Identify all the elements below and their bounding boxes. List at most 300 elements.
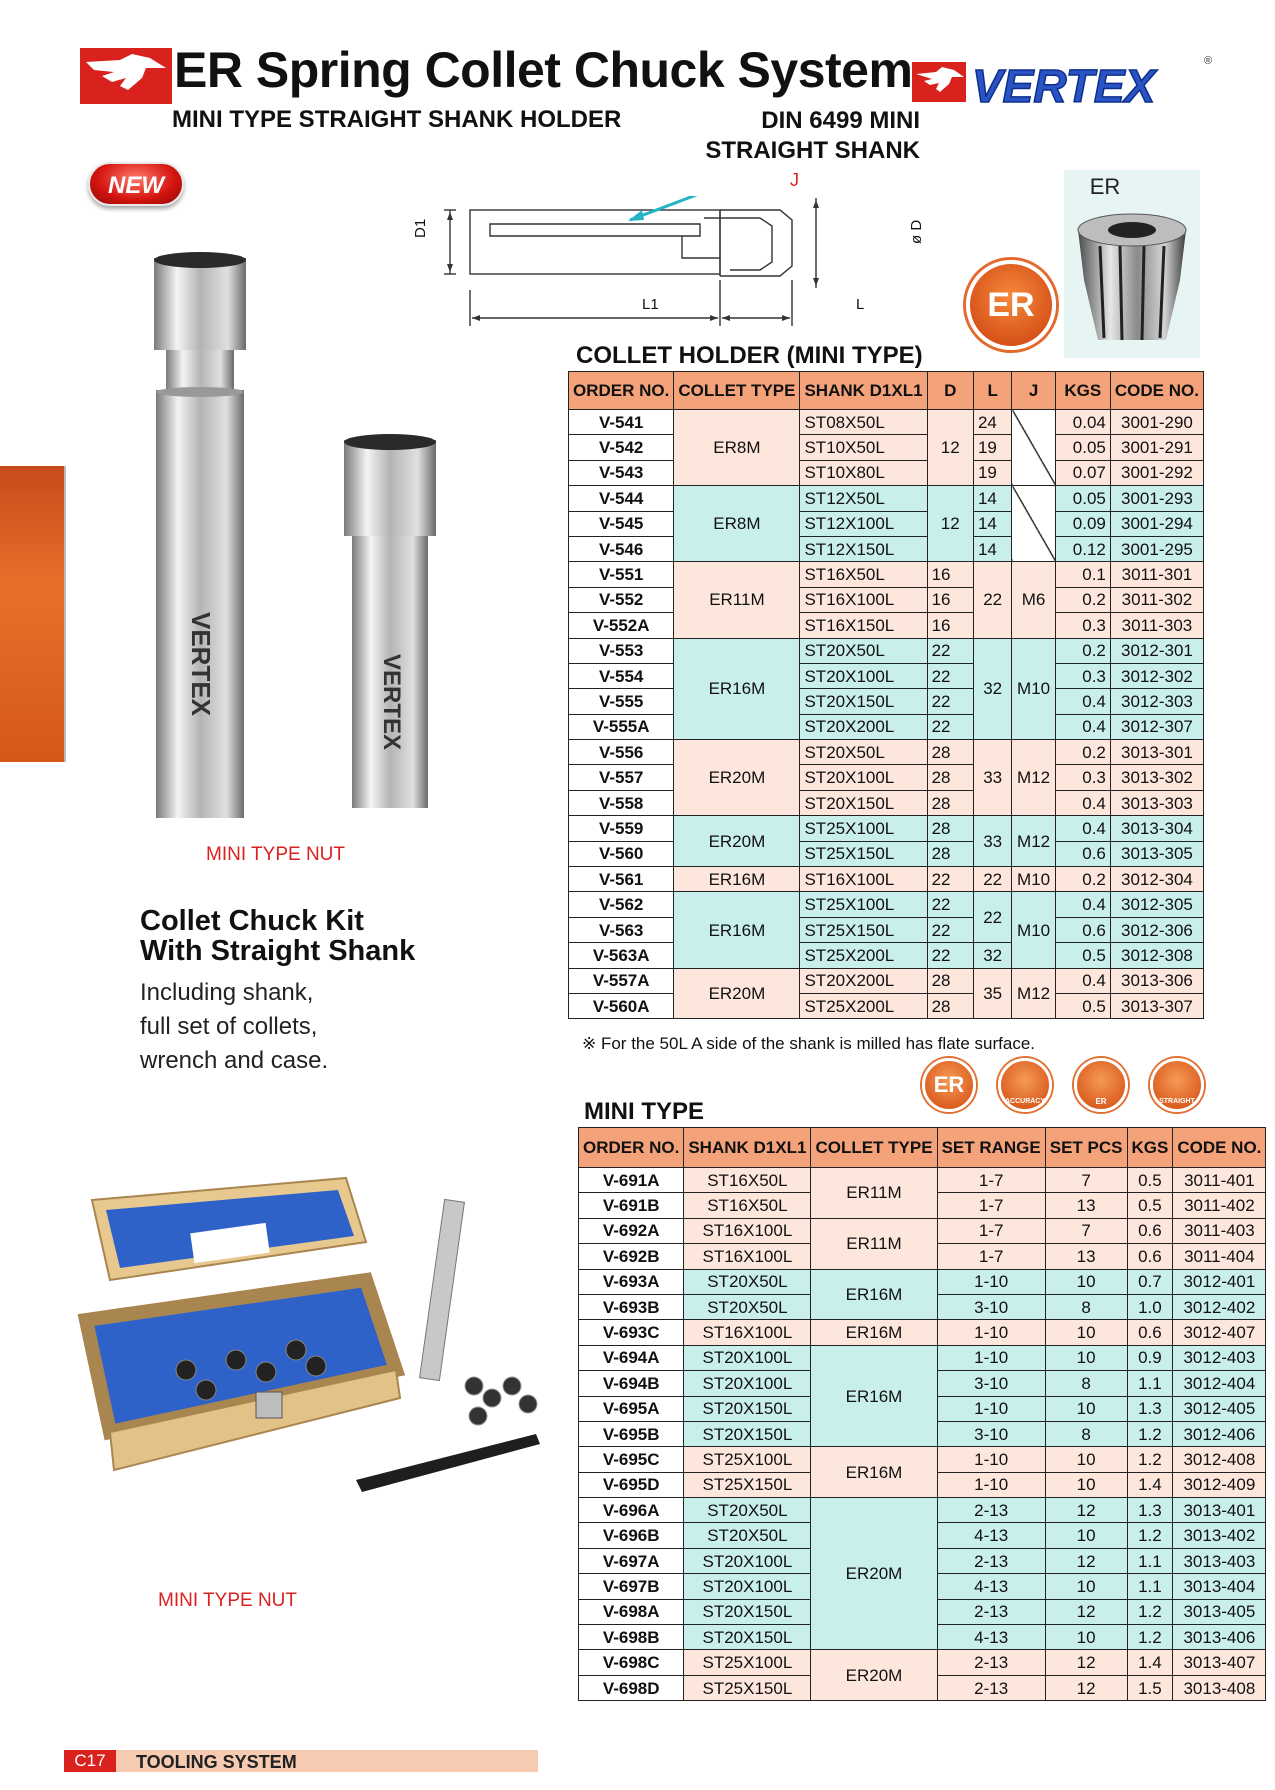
shank-cell: ST25X100L [800, 892, 927, 917]
svg-text:VERTEX: VERTEX [378, 654, 405, 751]
set-pcs-cell: 12 [1045, 1548, 1127, 1573]
collet-kit-image [66, 1170, 566, 1540]
order-no-cell: V-563 [569, 917, 674, 942]
set-pcs-cell: 8 [1045, 1294, 1127, 1319]
holder-row [569, 993, 1204, 1018]
code-no-cell: 3013-404 [1173, 1574, 1266, 1599]
mini-header-cell: SET PCS [1045, 1128, 1127, 1168]
order-no-cell: V-544 [569, 486, 674, 511]
mini-type-nut-caption-1: MINI TYPE NUT [206, 844, 345, 865]
kgs-cell: 1.5 [1127, 1675, 1173, 1700]
set-range-cell: 2-13 [937, 1675, 1045, 1700]
code-no-cell: 3012-404 [1173, 1371, 1266, 1396]
holder-row [569, 562, 1204, 587]
shank-cell: ST25X150L [800, 841, 927, 866]
shank-cell: ST20X100L [684, 1371, 811, 1396]
feature-icons [922, 1058, 1212, 1114]
code-no-cell: 3012-402 [1173, 1294, 1266, 1319]
set-pcs-cell: 7 [1045, 1218, 1127, 1243]
footer-section: TOOLING SYSTEM [136, 1752, 297, 1772]
set-pcs-cell: 13 [1045, 1193, 1127, 1218]
code-no-cell: 3013-405 [1173, 1599, 1266, 1624]
set-range-cell: 2-13 [937, 1650, 1045, 1675]
kgs-cell: 0.05 [1055, 486, 1110, 511]
mini-type-nut-caption-2: MINI TYPE NUT [158, 1590, 297, 1611]
d-cell: 22 [927, 689, 973, 714]
j-cell: M10 [1012, 892, 1055, 968]
shank-cell: ST16X100L [684, 1320, 811, 1345]
holder-row [569, 917, 1204, 942]
j-cell: M12 [1012, 740, 1055, 816]
holder-row [569, 486, 1204, 511]
shank-cell: ST20X50L [684, 1523, 811, 1548]
code-no-cell: 3013-301 [1110, 740, 1203, 765]
set-range-cell: 4-13 [937, 1523, 1045, 1548]
set-range-cell: 2-13 [937, 1599, 1045, 1624]
kgs-cell: 0.5 [1127, 1168, 1173, 1193]
d1-label: D1 [412, 218, 429, 238]
l1-label: L1 [642, 296, 659, 313]
subtitle-left: MINI TYPE STRAIGHT SHANK HOLDER [172, 106, 622, 133]
shank-cell: ST20X150L [684, 1396, 811, 1421]
kgs-cell: 0.5 [1127, 1193, 1173, 1218]
shank-cell: ST12X100L [800, 511, 927, 536]
set-range-cell: 1-7 [937, 1244, 1045, 1269]
kgs-cell: 1.2 [1127, 1625, 1173, 1650]
kit-title-line-2: With Straight Shank [140, 935, 416, 967]
l-cell: 19 [973, 460, 1011, 485]
holder-row [569, 536, 1204, 561]
kgs-cell: 0.07 [1055, 460, 1110, 485]
holder-header-cell: J [1012, 372, 1055, 410]
shank-cell: ST20X50L [684, 1498, 811, 1523]
code-no-cell: 3012-307 [1110, 714, 1203, 739]
er-collet-panel [1064, 170, 1200, 358]
order-no-cell: V-695C [579, 1447, 684, 1472]
kgs-cell: 1.3 [1127, 1498, 1173, 1523]
collet-image [1070, 210, 1194, 350]
kgs-cell: 1.1 [1127, 1371, 1173, 1396]
set-pcs-cell: 12 [1045, 1650, 1127, 1675]
code-no-cell: 3013-305 [1110, 841, 1203, 866]
mini-type-table [578, 1127, 1266, 1701]
collet-type-cell: ER16M [811, 1320, 937, 1345]
d-cell: 28 [927, 841, 973, 866]
j-cell: M10 [1012, 867, 1055, 892]
kit-desc-line-3: wrench and case. [140, 1047, 329, 1074]
mini-table-title: MINI TYPE [584, 1098, 705, 1125]
holder-long-image [150, 252, 250, 820]
set-pcs-cell: 13 [1045, 1244, 1127, 1269]
kgs-cell: 0.12 [1055, 536, 1110, 561]
holder-row [569, 765, 1204, 790]
code-no-cell: 3001-292 [1110, 460, 1203, 485]
set-pcs-cell: 8 [1045, 1371, 1127, 1396]
order-no-cell: V-546 [569, 536, 674, 561]
set-pcs-cell: 12 [1045, 1675, 1127, 1700]
shank-cell: ST20X100L [684, 1345, 811, 1370]
l-cell: 33 [973, 740, 1011, 816]
kgs-cell: 0.1 [1055, 562, 1110, 587]
collet-type-cell: ER20M [811, 1650, 937, 1701]
kgs-cell: 0.2 [1055, 867, 1110, 892]
mini-row [579, 1168, 1266, 1193]
shank-cell: ST25X100L [684, 1447, 811, 1472]
kgs-cell: 1.1 [1127, 1548, 1173, 1573]
order-no-cell: V-695D [579, 1472, 684, 1497]
set-range-cell: 1-10 [937, 1447, 1045, 1472]
shank-cell: ST20X100L [684, 1574, 811, 1599]
kgs-cell: 1.4 [1127, 1472, 1173, 1497]
code-no-cell: 3011-404 [1173, 1244, 1266, 1269]
set-pcs-cell: 10 [1045, 1447, 1127, 1472]
set-pcs-cell: 8 [1045, 1421, 1127, 1446]
holder-header-cell: COLLET TYPE [674, 372, 800, 410]
shank-cell: ST16X50L [800, 562, 927, 587]
mini-header-cell: SHANK D1XL1 [684, 1128, 811, 1168]
holder-row [569, 892, 1204, 917]
order-no-cell: V-560A [569, 993, 674, 1018]
kgs-cell: 0.9 [1127, 1345, 1173, 1370]
collet-type-cell: ER8M [674, 486, 800, 562]
accuracy-icon: ACCURACY [998, 1058, 1052, 1112]
order-no-cell: V-695B [579, 1421, 684, 1446]
holder-row [569, 613, 1204, 638]
code-no-cell: 3011-401 [1173, 1168, 1266, 1193]
d-cell: 28 [927, 765, 973, 790]
holder-header-cell: ORDER NO. [569, 372, 674, 410]
order-no-cell: V-691B [579, 1193, 684, 1218]
kgs-cell: 0.6 [1055, 917, 1110, 942]
shank-cell: ST20X50L [684, 1294, 811, 1319]
d-cell: 28 [927, 816, 973, 841]
order-no-cell: V-698C [579, 1650, 684, 1675]
code-no-cell: 3013-403 [1173, 1548, 1266, 1573]
order-no-cell: V-694B [579, 1371, 684, 1396]
order-no-cell: V-557A [569, 968, 674, 993]
order-no-cell: V-555A [569, 714, 674, 739]
shank-cell: ST16X50L [684, 1168, 811, 1193]
holder-header-cell: SHANK D1XL1 [800, 372, 927, 410]
set-pcs-cell: 10 [1045, 1269, 1127, 1294]
order-no-cell: V-558 [569, 790, 674, 815]
code-no-cell: 3001-293 [1110, 486, 1203, 511]
set-pcs-cell: 12 [1045, 1599, 1127, 1624]
kgs-cell: 0.3 [1055, 765, 1110, 790]
kgs-cell: 1.0 [1127, 1294, 1173, 1319]
holder-row [569, 435, 1204, 460]
holder-row [569, 841, 1204, 866]
order-no-cell: V-698A [579, 1599, 684, 1624]
holder-row [569, 638, 1204, 663]
holder-short-image [340, 434, 440, 812]
kgs-cell: 1.2 [1127, 1599, 1173, 1624]
holder-row [569, 714, 1204, 739]
shank-cell: ST08X50L [800, 410, 927, 435]
l-cell: 32 [973, 943, 1011, 968]
code-no-cell: 3011-302 [1110, 587, 1203, 612]
order-no-cell: V-552 [569, 587, 674, 612]
shank-cell: ST25X150L [684, 1472, 811, 1497]
code-no-cell: 3012-409 [1173, 1472, 1266, 1497]
l-cell: 22 [973, 867, 1011, 892]
set-range-cell: 2-13 [937, 1498, 1045, 1523]
code-no-cell: 3011-403 [1173, 1218, 1266, 1243]
code-no-cell: 3013-408 [1173, 1675, 1266, 1700]
holder-row [569, 740, 1204, 765]
l-cell: 33 [973, 816, 1011, 867]
shank-cell: ST25X200L [800, 943, 927, 968]
order-no-cell: V-697A [579, 1548, 684, 1573]
shank-cell: ST20X100L [684, 1548, 811, 1573]
d-cell: 28 [927, 993, 973, 1018]
collet-type-cell: ER16M [811, 1447, 937, 1498]
kgs-cell: 0.05 [1055, 435, 1110, 460]
code-no-cell: 3013-304 [1110, 816, 1203, 841]
code-no-cell: 3013-406 [1173, 1625, 1266, 1650]
shank-cell: ST25X100L [684, 1650, 811, 1675]
set-range-cell: 1-10 [937, 1472, 1045, 1497]
order-no-cell: V-693B [579, 1294, 684, 1319]
collet-type-cell: ER16M [674, 867, 800, 892]
shank-cell: ST25X200L [800, 993, 927, 1018]
d-cell: 22 [927, 638, 973, 663]
shank-cell: ST20X200L [800, 968, 927, 993]
order-no-cell: V-560 [569, 841, 674, 866]
l-cell: 32 [973, 638, 1011, 740]
shank-cell: ST20X150L [684, 1421, 811, 1446]
kit-desc-line-1: Including shank, [140, 979, 314, 1006]
d-label: ø D [908, 219, 925, 244]
kgs-cell: 0.4 [1055, 816, 1110, 841]
d-cell: 22 [927, 917, 973, 942]
order-no-cell: V-698B [579, 1625, 684, 1650]
mini-row [579, 1320, 1266, 1345]
shank-cell: ST10X50L [800, 435, 927, 460]
shank-cell: ST16X100L [800, 867, 927, 892]
order-no-cell: V-542 [569, 435, 674, 460]
set-pcs-cell: 7 [1045, 1168, 1127, 1193]
shank-cell: ST20X100L [800, 765, 927, 790]
l-label: L [856, 296, 865, 313]
shank-cell: ST25X150L [684, 1675, 811, 1700]
holder-row [569, 587, 1204, 612]
order-no-cell: V-551 [569, 562, 674, 587]
order-no-cell: V-559 [569, 816, 674, 841]
order-no-cell: V-543 [569, 460, 674, 485]
set-range-cell: 1-7 [937, 1168, 1045, 1193]
shank-cell: ST20X150L [684, 1599, 811, 1624]
holder-table-title: COLLET HOLDER (MINI TYPE) [576, 342, 923, 369]
l-cell: 14 [973, 486, 1011, 511]
code-no-cell: 3012-301 [1110, 638, 1203, 663]
d-cell: 28 [927, 790, 973, 815]
set-range-cell: 3-10 [937, 1421, 1045, 1446]
shank-cell: ST25X100L [800, 816, 927, 841]
holder-row [569, 867, 1204, 892]
shank-cell: ST12X150L [800, 536, 927, 561]
set-range-cell: 1-10 [937, 1345, 1045, 1370]
holder-header-cell: KGS [1055, 372, 1110, 410]
code-no-cell: 3012-303 [1110, 689, 1203, 714]
l-cell: 22 [973, 892, 1011, 943]
collet-type-cell: ER11M [811, 1218, 937, 1269]
kgs-cell: 0.6 [1127, 1218, 1173, 1243]
kgs-cell: 0.4 [1055, 892, 1110, 917]
set-pcs-cell: 10 [1045, 1574, 1127, 1599]
mini-header-cell: CODE NO. [1173, 1128, 1266, 1168]
order-no-cell: V-541 [569, 410, 674, 435]
kgs-cell: 0.4 [1055, 714, 1110, 739]
mini-row [579, 1218, 1266, 1243]
d-cell: 16 [927, 562, 973, 587]
order-no-cell: V-556 [569, 740, 674, 765]
shank-cell: ST20X200L [800, 714, 927, 739]
svg-text:VERTEX: VERTEX [186, 612, 216, 717]
code-no-cell: 3012-305 [1110, 892, 1203, 917]
shank-cell: ST16X100L [684, 1244, 811, 1269]
set-range-cell: 4-13 [937, 1625, 1045, 1650]
d-cell: 22 [927, 714, 973, 739]
l-cell: 14 [973, 511, 1011, 536]
order-no-cell: V-552A [569, 613, 674, 638]
straight-icon: STRAIGHT [1150, 1058, 1204, 1112]
collet-type-cell: ER11M [674, 562, 800, 638]
kgs-cell: 1.3 [1127, 1396, 1173, 1421]
kgs-cell: 0.3 [1055, 663, 1110, 688]
code-no-cell: 3013-307 [1110, 993, 1203, 1018]
holder-header-cell: CODE NO. [1110, 372, 1203, 410]
collet-type-cell: ER20M [674, 968, 800, 1019]
kgs-cell: 0.6 [1127, 1320, 1173, 1345]
holder-header-cell: L [973, 372, 1011, 410]
mini-header-cell: KGS [1127, 1128, 1173, 1168]
shank-cell: ST16X100L [684, 1218, 811, 1243]
code-no-cell: 3001-291 [1110, 435, 1203, 460]
kgs-cell: 0.4 [1055, 689, 1110, 714]
kgs-cell: 0.2 [1055, 587, 1110, 612]
shank-cell: ST20X50L [800, 740, 927, 765]
code-no-cell: 3013-302 [1110, 765, 1203, 790]
set-pcs-cell: 10 [1045, 1320, 1127, 1345]
shank-cell: ST20X150L [800, 790, 927, 815]
code-no-cell: 3013-306 [1110, 968, 1203, 993]
d-cell: 22 [927, 892, 973, 917]
code-no-cell: 3013-402 [1173, 1523, 1266, 1548]
mini-row [579, 1498, 1266, 1523]
collet-type-cell: ER16M [811, 1269, 937, 1320]
holder-row [569, 663, 1204, 688]
holder-drawing [420, 196, 940, 346]
l-cell: 19 [973, 435, 1011, 460]
shank-cell: ST20X50L [800, 638, 927, 663]
kgs-cell: 0.2 [1055, 740, 1110, 765]
kit-title-line-1: Collet Chuck Kit [140, 905, 364, 937]
kgs-cell: 0.6 [1055, 841, 1110, 866]
kgs-cell: 1.4 [1127, 1650, 1173, 1675]
eagle-logo-icon [80, 48, 172, 104]
kgs-cell: 0.4 [1055, 968, 1110, 993]
kgs-cell: 0.4 [1055, 790, 1110, 815]
shank-cell: ST20X150L [684, 1625, 811, 1650]
svg-text:VERTEX: VERTEX [972, 60, 1156, 112]
code-no-cell: 3013-407 [1173, 1650, 1266, 1675]
holder-row [569, 968, 1204, 993]
code-no-cell: 3013-401 [1173, 1498, 1266, 1523]
code-no-cell: 3012-302 [1110, 663, 1203, 688]
er-panel-label: ER [1089, 174, 1121, 199]
order-no-cell: V-555 [569, 689, 674, 714]
mini-header-cell: ORDER NO. [579, 1128, 684, 1168]
collet-type-cell: ER16M [674, 892, 800, 968]
shank-cell: ST16X100L [800, 587, 927, 612]
d-cell: 12 [927, 486, 973, 562]
vertex-logo [912, 52, 1212, 112]
code-no-cell: 3012-304 [1110, 867, 1203, 892]
set-pcs-cell: 10 [1045, 1472, 1127, 1497]
code-no-cell: 3011-303 [1110, 613, 1203, 638]
j-cell: M12 [1012, 968, 1055, 1019]
kgs-cell: 1.2 [1127, 1421, 1173, 1446]
order-no-cell: V-562 [569, 892, 674, 917]
code-no-cell: 3012-403 [1173, 1345, 1266, 1370]
shank-cell: ST20X100L [800, 663, 927, 688]
d-cell: 28 [927, 968, 973, 993]
collet-type-cell: ER16M [674, 638, 800, 740]
order-no-cell: V-693C [579, 1320, 684, 1345]
set-range-cell: 1-10 [937, 1269, 1045, 1294]
set-range-cell: 4-13 [937, 1574, 1045, 1599]
set-range-cell: 3-10 [937, 1371, 1045, 1396]
mini-row [579, 1447, 1266, 1472]
d-cell: 16 [927, 587, 973, 612]
order-no-cell: V-691A [579, 1168, 684, 1193]
kgs-cell: 0.5 [1055, 993, 1110, 1018]
shank-cell: ST20X50L [684, 1269, 811, 1294]
code-no-cell: 3013-303 [1110, 790, 1203, 815]
order-no-cell: V-557 [569, 765, 674, 790]
shank-cell: ST12X50L [800, 486, 927, 511]
set-range-cell: 2-13 [937, 1548, 1045, 1573]
j-cell: M6 [1012, 562, 1055, 638]
collet-type-cell: ER8M [674, 410, 800, 486]
code-no-cell: 3012-306 [1110, 917, 1203, 942]
l-cell: 24 [973, 410, 1011, 435]
order-no-cell: V-553 [569, 638, 674, 663]
kgs-cell: 0.5 [1055, 943, 1110, 968]
kit-desc-line-2: full set of collets, [140, 1013, 318, 1040]
order-no-cell: V-694A [579, 1345, 684, 1370]
kgs-cell: 0.04 [1055, 410, 1110, 435]
d-cell: 22 [927, 943, 973, 968]
holder-row [569, 511, 1204, 536]
j-cell: M10 [1012, 638, 1055, 740]
d-cell: 28 [927, 740, 973, 765]
code-no-cell: 3001-294 [1110, 511, 1203, 536]
collet-type-cell: ER20M [811, 1498, 937, 1650]
holder-row [569, 410, 1204, 435]
kgs-cell: 0.2 [1055, 638, 1110, 663]
kgs-cell: 0.3 [1055, 613, 1110, 638]
holder-row [569, 460, 1204, 485]
sidebar-product-strip [0, 466, 66, 762]
mini-row [579, 1650, 1266, 1675]
new-badge: NEW [88, 162, 184, 206]
kgs-cell: 0.7 [1127, 1269, 1173, 1294]
shank-cell: ST16X50L [684, 1193, 811, 1218]
page-title: ER Spring Collet Chuck System [174, 42, 913, 98]
d-cell: 16 [927, 613, 973, 638]
